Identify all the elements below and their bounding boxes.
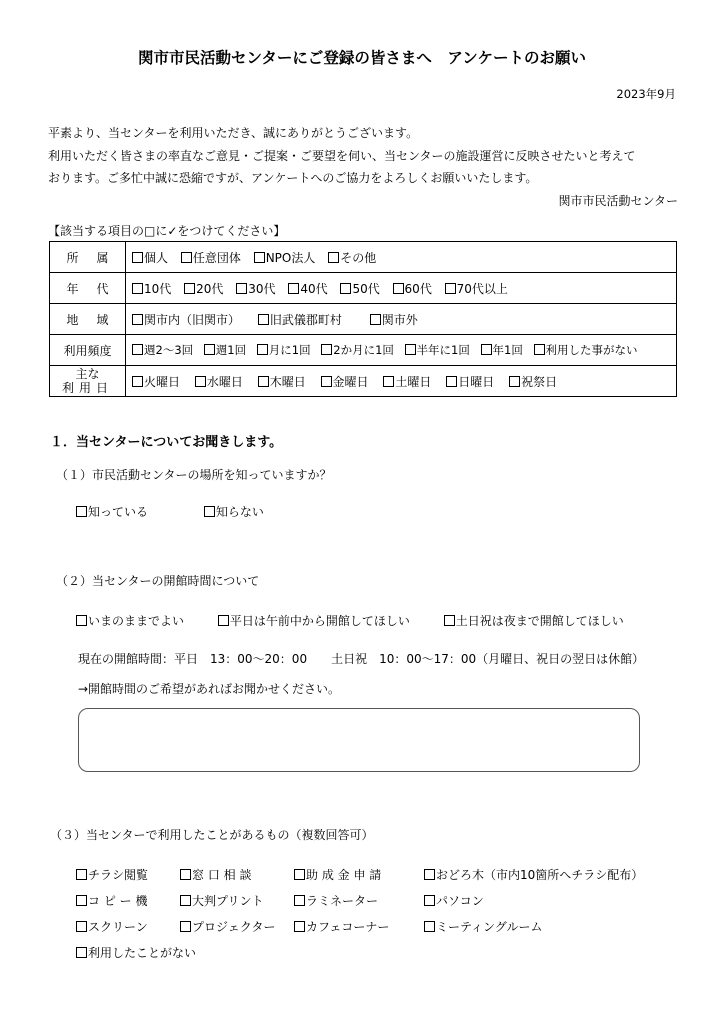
checkbox-option[interactable]: パソコン (424, 892, 484, 909)
checkbox-option[interactable]: スクリーン (76, 918, 148, 935)
checkbox-icon[interactable] (294, 869, 305, 880)
checkbox-option[interactable]: 70代以上 (445, 282, 508, 296)
checkbox-icon[interactable] (405, 344, 416, 355)
checkbox-option[interactable]: 日曜日 (446, 375, 494, 389)
checkbox-icon[interactable] (258, 376, 269, 387)
checkbox-icon[interactable] (257, 344, 268, 355)
checkbox-option[interactable]: 祝祭日 (509, 375, 557, 389)
checkbox-icon[interactable] (328, 252, 339, 263)
profile-row-usage-day (50, 366, 677, 397)
row-label: 所属 (66, 250, 127, 265)
checkbox-icon[interactable] (383, 376, 394, 387)
checkbox-icon[interactable] (509, 376, 520, 387)
checkbox-icon[interactable] (132, 283, 143, 294)
hours-request-prompt: →開館時間のご希望があればお聞かせください。 (78, 682, 341, 696)
checkbox-option[interactable]: 利用したことがない (76, 944, 196, 961)
checkbox-icon[interactable] (258, 314, 269, 325)
checkbox-option[interactable]: 平日は午前中から開館してほしい (218, 614, 410, 628)
checkbox-option[interactable]: おどろ木（市内10箇所へチラシ配布） (424, 866, 643, 883)
checkbox-option[interactable]: 土日祝は夜まで開館してほしい (444, 614, 624, 628)
checkbox-icon[interactable] (236, 283, 247, 294)
checkbox-option[interactable]: 金曜日 (321, 375, 369, 389)
checkbox-option[interactable]: 半年に1回 (405, 343, 470, 357)
checkbox-icon[interactable] (424, 895, 435, 906)
checkbox-option[interactable]: 20代 (184, 282, 223, 296)
checkbox-icon[interactable] (444, 615, 455, 626)
greeting-line-2: 利用いただく皆さまの率直なご意見・ご提案・ご要望を伺い、当センターの施設運営に反映させたいと考えて (48, 149, 636, 163)
checkbox-icon[interactable] (132, 376, 143, 387)
checkbox-option[interactable]: チラシ閲覧 (76, 866, 148, 883)
checkbox-option[interactable]: 水曜日 (195, 375, 243, 389)
checkbox-icon[interactable] (424, 869, 435, 880)
checkbox-option[interactable]: 2か月に1回 (321, 343, 394, 357)
checkbox-icon[interactable] (76, 506, 87, 517)
checkbox-icon[interactable] (254, 252, 265, 263)
checkbox-option[interactable]: 30代 (236, 282, 275, 296)
checkbox-option[interactable]: 40代 (288, 282, 327, 296)
greeting-line-1: 平素より、当センターを利用いただき、誠にありがとうございます。 (48, 126, 419, 140)
checkbox-icon[interactable] (446, 376, 457, 387)
q1-options (76, 503, 294, 520)
checkbox-icon[interactable] (195, 376, 206, 387)
checkbox-option[interactable]: 10代 (132, 282, 171, 296)
checkbox-icon[interactable] (76, 895, 87, 906)
checkbox-option[interactable]: 知っている (76, 505, 148, 519)
profile-row-frequency (50, 335, 677, 366)
checkbox-option[interactable]: いまのままでよい (76, 614, 184, 628)
checkbox-icon[interactable] (393, 283, 404, 294)
checkbox-icon[interactable] (180, 869, 191, 880)
checkbox-icon[interactable] (288, 283, 299, 294)
checkbox-option[interactable]: 旧武儀郡町村 (258, 313, 342, 327)
question-1: （１）市民活動センターの場所を知っていますか？ (56, 468, 332, 482)
document-title: 関市市民活動センターにご登録の皆さまへ アンケートのお願い (138, 49, 586, 67)
checkbox-option[interactable]: NPO法人 (254, 251, 316, 265)
checkbox-icon[interactable] (481, 344, 492, 355)
checkbox-icon[interactable] (424, 921, 435, 932)
checkbox-icon[interactable] (294, 895, 305, 906)
checkbox-icon[interactable] (370, 314, 381, 325)
greeting-line-3: おります。ご多忙中誠に恐縮ですが、アンケートへのご協力をよろしくお願いいたします。 (48, 171, 538, 185)
checkbox-icon[interactable] (76, 869, 87, 880)
checkbox-option[interactable]: 火曜日 (132, 375, 180, 389)
checkbox-option[interactable]: 知らない (204, 505, 264, 519)
row-label: 主な 利用日 (61, 367, 113, 395)
checkbox-option[interactable]: 利用した事がない (534, 343, 638, 357)
section-heading: １．当センターについてお聞きします。 (50, 435, 283, 450)
checkbox-icon[interactable] (180, 921, 191, 932)
signature: 関市市民活動センター (558, 194, 678, 208)
checkbox-option[interactable]: 関市外 (370, 313, 418, 327)
hours-request-textarea[interactable] (78, 708, 640, 772)
checkbox-icon[interactable] (132, 314, 143, 325)
checkbox-option[interactable]: その他 (328, 251, 376, 265)
row-label: 利用頻度 (63, 343, 112, 358)
checkbox-icon[interactable] (132, 344, 143, 355)
profile-table (49, 241, 677, 397)
options-cell (126, 242, 677, 273)
profile-row-affiliation (50, 242, 677, 273)
checkbox-option[interactable]: 週1回 (204, 343, 246, 357)
q2-options (76, 612, 654, 629)
checkbox-option[interactable]: 木曜日 (258, 375, 306, 389)
checkbox-icon[interactable] (445, 283, 456, 294)
profile-row-age (50, 273, 677, 304)
options-cell (126, 304, 677, 335)
checkbox-icon[interactable] (321, 344, 332, 355)
checkbox-option[interactable]: ラミネーター (294, 892, 378, 909)
options-cell (126, 366, 677, 397)
checkbox-option[interactable]: 任意団体 (181, 251, 241, 265)
checkbox-icon[interactable] (132, 252, 143, 263)
row-label: 年代 (66, 281, 127, 296)
checkbox-icon[interactable] (204, 344, 215, 355)
question-2: （２）当センターの開館時間について (56, 574, 260, 588)
checkbox-option[interactable]: カフェコーナー (294, 918, 389, 935)
checkbox-icon[interactable] (181, 252, 192, 263)
checkbox-option[interactable]: 土曜日 (383, 375, 431, 389)
checkbox-option[interactable]: 週2～3回 (132, 343, 193, 357)
options-cell (126, 273, 677, 304)
checkbox-icon[interactable] (76, 921, 87, 932)
checkbox-icon[interactable] (76, 615, 87, 626)
row-label: 地域 (66, 312, 127, 327)
checkbox-option[interactable]: 大判プリント (180, 892, 264, 909)
options-cell (126, 335, 677, 366)
q3-options-grid (76, 866, 696, 966)
checkbox-option[interactable]: 年1回 (481, 343, 523, 357)
checkbox-icon[interactable] (184, 283, 195, 294)
instruction: 【該当する項目の□に✓をつけてください】 (48, 224, 286, 238)
checkbox-option[interactable]: 個人 (132, 251, 168, 265)
checkbox-option[interactable]: コ ピ ー 機 (76, 892, 147, 909)
opening-hours: 現在の開館時間：平日 13：00～20：00 土日祝 10：00～17：00（月曜日、祝日の翌日は休館） (78, 652, 645, 666)
checkbox-option[interactable]: ミーティングルーム (424, 918, 542, 935)
checkbox-option[interactable]: 窓 口 相 談 (180, 866, 251, 883)
checkbox-icon[interactable] (180, 895, 191, 906)
checkbox-icon[interactable] (534, 344, 545, 355)
checkbox-option[interactable]: 月に1回 (257, 343, 311, 357)
checkbox-icon[interactable] (294, 921, 305, 932)
checkbox-option[interactable]: 助 成 金 申 請 (294, 866, 381, 883)
checkbox-icon[interactable] (340, 283, 351, 294)
checkbox-icon[interactable] (204, 506, 215, 517)
checkbox-option[interactable]: 関市内（旧関市） (132, 313, 240, 327)
profile-row-region (50, 304, 677, 335)
checkbox-icon[interactable] (218, 615, 229, 626)
checkbox-option[interactable]: 60代 (393, 282, 432, 296)
checkbox-icon[interactable] (76, 947, 87, 958)
document-date: 2023年9月 (616, 87, 676, 101)
question-3: （３）当センターで利用したことがあるもの（複数回答可） (50, 828, 374, 842)
checkbox-option[interactable]: プロジェクター (180, 918, 276, 935)
checkbox-option[interactable]: 50代 (340, 282, 379, 296)
checkbox-icon[interactable] (321, 376, 332, 387)
